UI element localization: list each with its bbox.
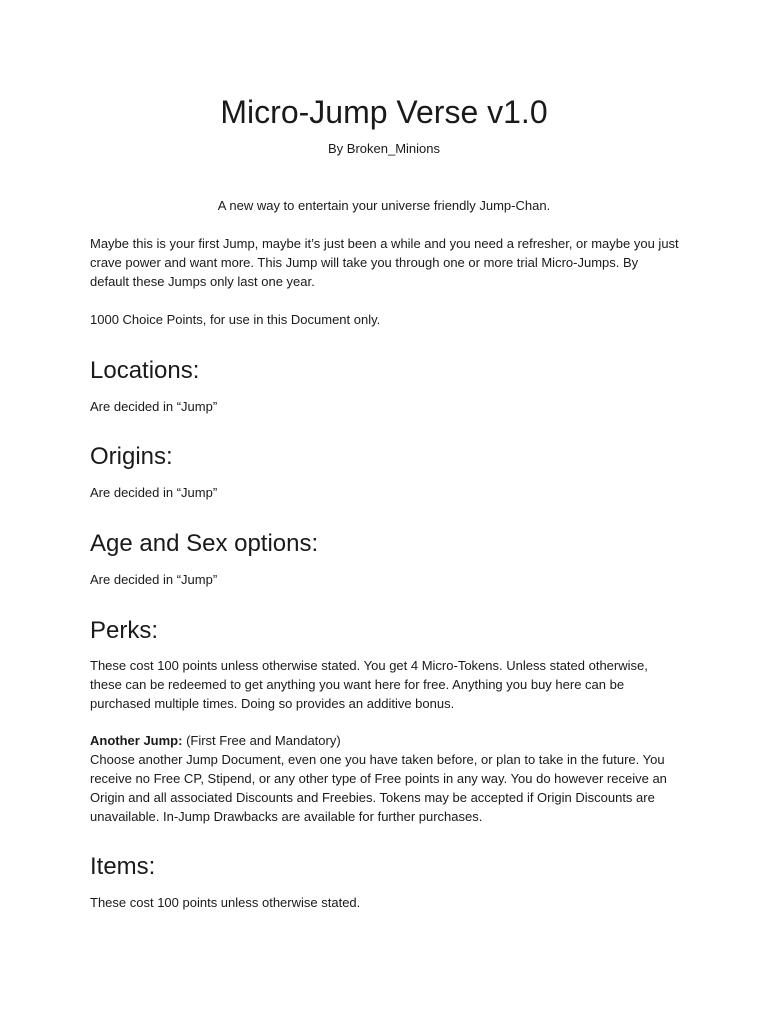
locations-body: Are decided in “Jump” — [90, 399, 218, 414]
items-heading: Items: — [90, 853, 156, 880]
another-jump-qualifier: (First Free and Mandatory) — [182, 733, 341, 748]
another-jump-entry — [90, 731, 680, 826]
author-byline: By Broken_Minions — [328, 141, 440, 156]
another-jump-description: Choose another Jump Document, even one you have taken before, or plan to take in the future. You receive no Free CP, Stipend, or any other type of Free points in any way. You do however receive an Origin and all associated Discounts and Freebies. Tokens may be accepted if Origin Discounts are unavailable. In-Jump Drawbacks are available for further purchases. — [90, 752, 667, 824]
choice-points-paragraph: 1000 Choice Points, for use in this Document only. — [90, 312, 381, 327]
age-sex-body: Are decided in “Jump” — [90, 572, 218, 587]
tagline: A new way to entertain your universe friendly Jump-Chan. — [217, 198, 551, 213]
intro-paragraph: Maybe this is your first Jump, maybe it’s just been a while and you need a refresher, or maybe you just crave power and want more. This Jump will take you through one or more trial Micro-Jumps. By default these Jumps only last one year. — [90, 236, 679, 289]
perks-body: These cost 100 points unless otherwise stated. You get 4 Micro-Tokens. Unless stated otherwise, these can be redeemed to get anything you want here for free. Anything you buy here can be purchased multiple times. Doing so provides an additive bonus. — [90, 658, 648, 711]
locations-heading: Locations: — [90, 357, 200, 384]
origins-body: Are decided in “Jump” — [90, 485, 218, 500]
items-body: These cost 100 points unless otherwise stated. — [90, 895, 361, 910]
age-sex-heading: Age and Sex options: — [90, 530, 319, 557]
another-jump-label: Another Jump: — [90, 733, 183, 748]
perks-heading: Perks: — [90, 617, 159, 644]
document-title: Micro-Jump Verse v1.0 — [220, 94, 548, 130]
origins-heading: Origins: — [90, 443, 173, 470]
